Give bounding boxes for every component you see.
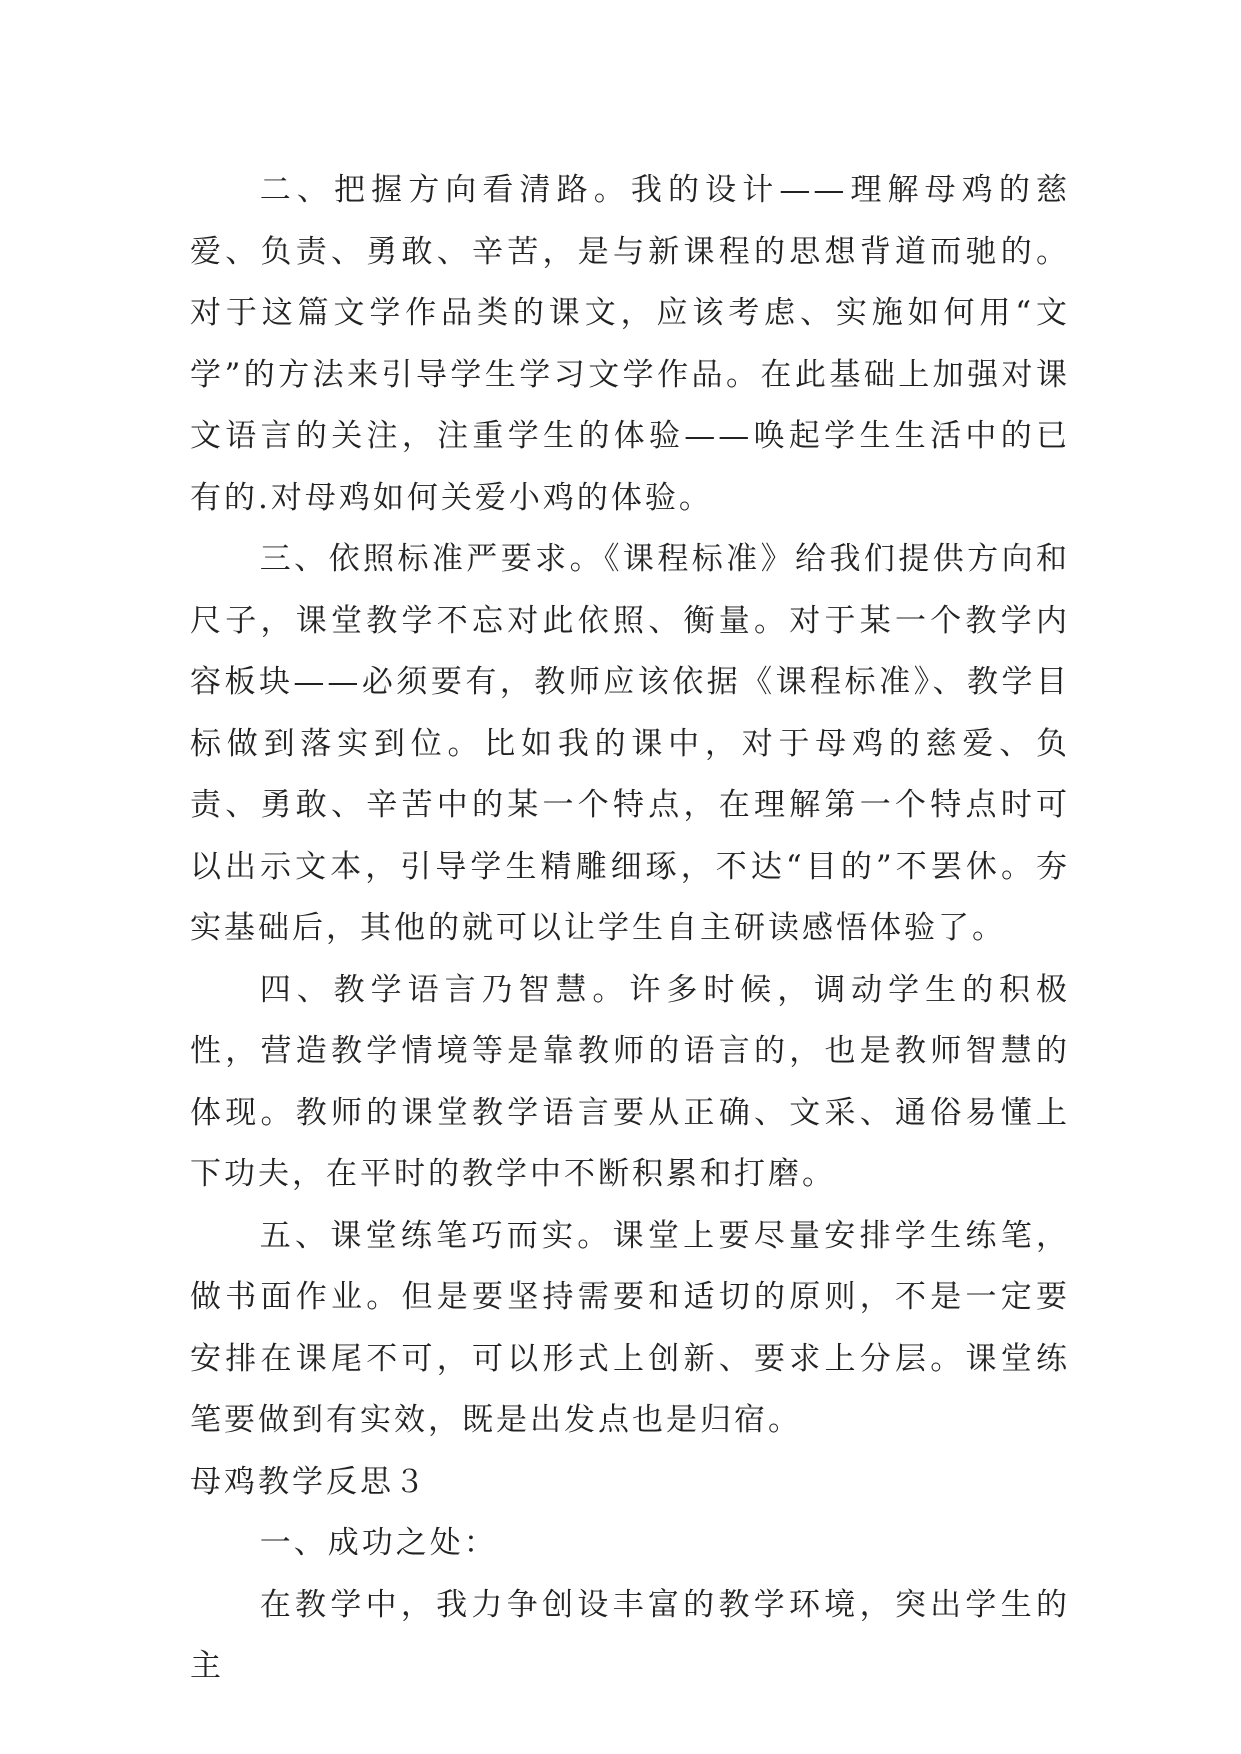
paragraph-2: 二、把握方向看清路。我的设计——理解母鸡的慈爱、负责、勇敢、辛苦，是与新课程的思想背道而驰的。对于这篇文学作品类的课文，应该考虑、实施如何用“文学”的方法来引导学生学习文学作品。在此基础上加强对课文语言的关注，注重学生的体验——唤起学生生活中的已有的.对母鸡如何关爱小鸡的体验。 [190,172,1070,516]
subheading-success: 一、成功之处： [259,1525,498,1561]
paragraph-3: 三、依照标准严要求。《课程标准》给我们提供方向和尺子，课堂教学不忘对此依照、衡量。对于某一个教学内容板块——必须要有，教师应该依据《课程标准》、教学目标做到落实到位。比如我的课中，对于母鸡的慈爱、负责、勇敢、辛苦中的某一个特点，在理解第一个特点时可以出示文本，引导学生精雕细琢，不达“目的”不罢休。夯实基础后，其他的就可以让学生自主研读感悟体验了。 [190,541,1070,946]
paragraph-success-body: 在教学中，我力争创设丰富的教学环境，突出学生的主 [190,1586,1070,1684]
document-body [190,160,1070,1698]
paragraph-5: 五、课堂练笔巧而实。课堂上要尽量安排学生练笔，做书面作业。但是要坚持需要和适切的原则，不是一定要安排在课尾不可，可以形式上创新、要求上分层。课堂练笔要做到有实效，既是出发点也是归宿。 [190,1217,1070,1438]
section-heading: 母鸡教学反思３ [190,1463,428,1500]
paragraph-4: 四、教学语言乃智慧。许多时候，调动学生的积极性，营造教学情境等是靠教师的语言的，也是教师智慧的体现。教师的课堂教学语言要从正确、文采、通俗易懂上下功夫，在平时的教学中不断积累和打磨。 [190,971,1070,1192]
